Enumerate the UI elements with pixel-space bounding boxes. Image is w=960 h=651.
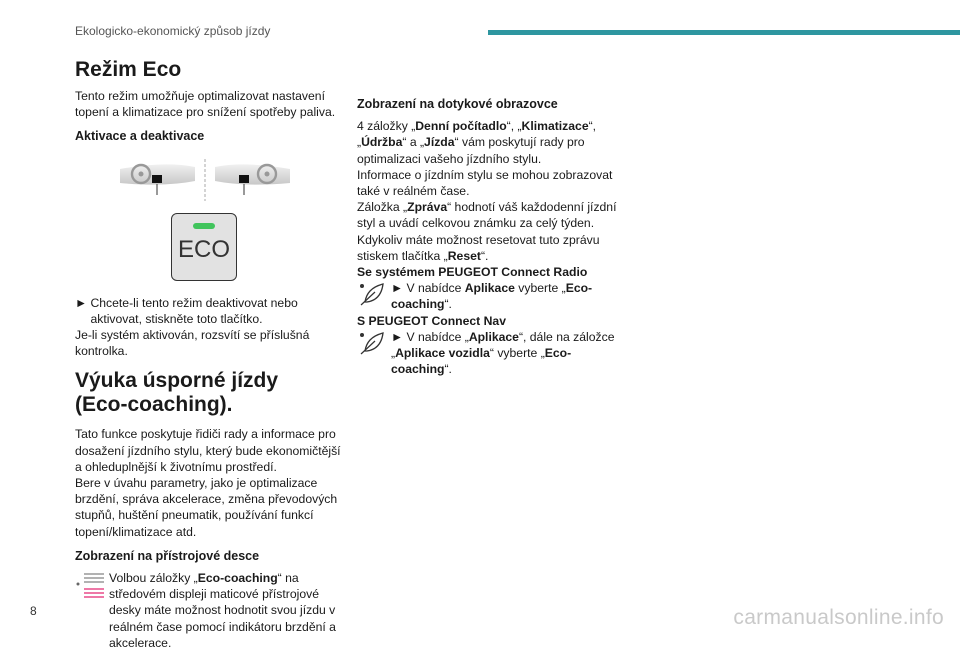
eco-step [75, 295, 345, 327]
dashboard-display-subtitle: Zobrazení na přístrojové desce [75, 548, 260, 563]
eco-coaching-title-line2: (Eco-coaching). [75, 393, 233, 417]
text-run: “ hodnotí váš každodenní jízdní styl a uvádí celkovou známku za celý týden. [357, 200, 617, 231]
tab-name-vehicle-apps: Aplikace vozidla [395, 346, 490, 361]
menu-name-apps: Aplikace [468, 329, 519, 344]
text-run: “, „ [506, 119, 522, 134]
realtime-info-text: Informace o jízdním stylu se mohou zobrazovat také v reálném čase. [357, 167, 613, 199]
eco-button-figure [75, 213, 345, 287]
text-run: “ vyberte „ [489, 346, 545, 361]
text-run: “, dále na záložce „ [391, 329, 615, 361]
connect-nav-instruction [357, 329, 632, 378]
text-run: Záložka „ [357, 200, 408, 215]
text-run: “. [444, 297, 452, 312]
header-accent-bar [488, 30, 960, 35]
menu-name-apps: Aplikace [464, 281, 515, 296]
watermark: carmanualsonline.info [733, 606, 944, 629]
eco-coaching-p2: Bere v úvahu parametry, jako je optimalizace brzdění, správa akcelerace, změna převodových stupňů, huštění pneumatik, používání funkcí topení/klimatizace atd. [75, 476, 338, 539]
connect-radio-title: Se systémem PEUGEOT Connect Radio [357, 265, 588, 280]
text-run: V nabídce [406, 281, 465, 296]
dashboard-figure-svg [75, 157, 345, 205]
eco-coaching-title-line1: Výuka úsporné jízdy [75, 369, 279, 393]
eco-button-label: ECO [177, 235, 230, 263]
dashboard-instruction-text [109, 570, 345, 651]
activation-subtitle: Aktivace a deaktivace [75, 129, 205, 144]
section-title-eco-coaching [75, 369, 345, 417]
connect-nav-text [391, 329, 632, 378]
running-header: Ekologicko-ekonomický způsob jízdy [75, 24, 271, 38]
reset-text [357, 232, 632, 264]
page-number: 8 [30, 604, 37, 618]
tab-name-maintenance: Údržba [361, 135, 403, 150]
text-run: V nabídce „ [406, 329, 469, 344]
tab-name-trip: Denní počítadlo [415, 119, 507, 134]
text-run: Kdykoliv máte možnost resetovat tuto zprávu stiskem tlačítka „ [357, 232, 600, 263]
text-run: vyberte „ [514, 281, 566, 296]
report-tab-text [357, 199, 632, 231]
dashboard-instruction [75, 570, 345, 651]
eco-indicator-light [193, 223, 215, 229]
bullet-arrow-icon: ► [75, 295, 88, 310]
reset-button-name: Reset [447, 248, 481, 263]
menu-name-eco-coaching: Eco-coaching [391, 346, 572, 377]
touchscreen-display-subtitle: Zobrazení na dotykové obrazovce [357, 97, 558, 111]
touchscreen-tabs-text [357, 118, 632, 167]
eco-step-text: Chcete-li tento režim deaktivovat nebo aktivovat, stiskněte toto tlačítko. [90, 295, 298, 326]
connect-nav-title: S PEUGEOT Connect Nav [357, 313, 506, 328]
eco-note: Je-li systém aktivován, rozsvítí se příslušná kontrolka. [75, 328, 310, 359]
tab-name-driving: Jízda [424, 135, 455, 150]
tab-name-climate: Klimatizace [521, 119, 589, 134]
left-column [75, 58, 345, 651]
text-run: “, „ [357, 119, 597, 150]
text-run: Volbou záložky „ [109, 571, 198, 586]
section-title-eco-mode: Režim Eco [75, 58, 182, 81]
connect-radio-text [391, 280, 632, 312]
right-column [357, 58, 632, 377]
bullet-arrow-icon: ► [391, 281, 404, 296]
eco-button-icon[interactable] [171, 213, 237, 281]
text-run: “ a „ [402, 135, 425, 150]
menu-name-eco-coaching: Eco-coaching [391, 281, 593, 312]
text-run: “. [444, 362, 452, 377]
bullet-arrow-icon: ► [391, 329, 404, 344]
text-run: “ vám poskytují rady pro optimalizaci vašeho jízdního stylu. [357, 135, 585, 166]
text-run: “ na středovém displeji maticové přístrojové desky máte možnost hodnotit svou jízdu v reálném čase pomocí indikátoru brzdění a akcelerace. [109, 571, 336, 650]
dashboard-location-figure [75, 157, 345, 205]
touchscreen-list-icon [75, 570, 105, 604]
eco-coaching-p1: Tato funkce poskytuje řidiči rady a informace pro dosažení jízdního stylu, který bude ekonomičtější a ohleduplnější k životnímu prostředí. [75, 427, 341, 474]
text-run: “. [480, 248, 489, 263]
tab-name-report: Zpráva [407, 200, 448, 215]
eco-mode-intro: Tento režim umožňuje optimalizovat nastavení topení a klimatizace pro snížení spotřeby paliva. [75, 89, 336, 120]
leaf-icon [357, 280, 387, 310]
connect-radio-instruction [357, 280, 632, 312]
text-run: 4 záložky „ [357, 119, 416, 134]
leaf-icon [357, 329, 387, 359]
tab-name-eco-coaching: Eco-coaching [197, 571, 278, 586]
